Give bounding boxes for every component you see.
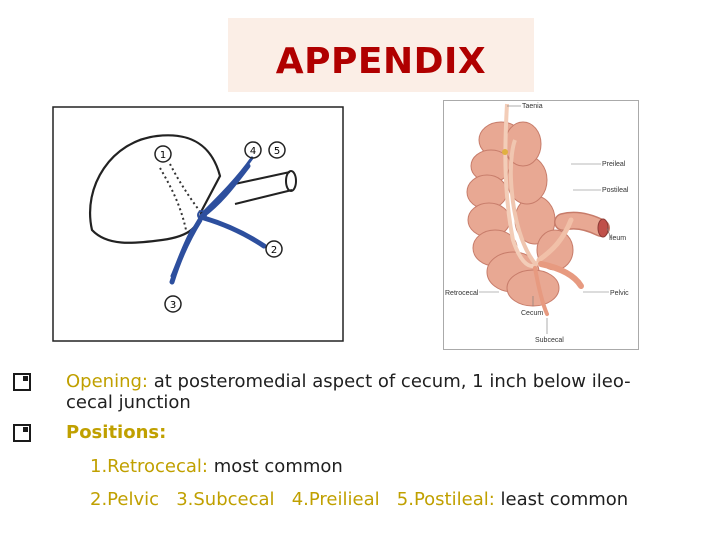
slide-title: APPENDIX [275, 41, 487, 82]
label-4: 4 [249, 146, 257, 157]
positions-term: Positions: [66, 422, 167, 443]
label-preileal: Preileal [602, 161, 626, 168]
subcecal-term: 3.Subcecal [176, 489, 275, 510]
postileal-text: least common [494, 489, 629, 510]
opening-term: Opening: [66, 371, 148, 392]
position-line-2 [90, 488, 628, 512]
checkbox-bullet-icon [12, 423, 32, 443]
opening-text-2: cecal junction [66, 392, 191, 413]
label-1: 1 [159, 150, 167, 161]
checkbox-bullet-icon [12, 372, 32, 392]
label-pelvic: Pelvic [610, 290, 629, 297]
label-cecum: Cecum [521, 310, 544, 317]
appendix-positions-sketch [52, 106, 344, 342]
label-3: 3 [169, 300, 177, 311]
position-line-1 [90, 455, 343, 479]
appendix-anatomy-illustration [443, 100, 639, 350]
pelvic-term: 2.Pelvic [90, 489, 160, 510]
preilieal-term: 4.Preilieal [291, 489, 380, 510]
label-taenia: Taenia [522, 103, 543, 110]
label-subcecal: Subcecal [535, 337, 564, 344]
label-postileal: Postileal [602, 187, 629, 194]
label-5: 5 [273, 146, 281, 157]
postileal-term: 5.Postileal: [396, 489, 495, 510]
retrocecal-text: most common [207, 456, 343, 477]
label-retrocecal: Retrocecal [445, 290, 479, 297]
label-2: 2 [270, 245, 278, 256]
retrocecal-term: 1.Retrocecal: [90, 456, 208, 477]
label-ileum: Ileum [609, 235, 627, 242]
opening-text-1: at posteromedial aspect of cecum, 1 inch below ileo- [147, 371, 631, 392]
